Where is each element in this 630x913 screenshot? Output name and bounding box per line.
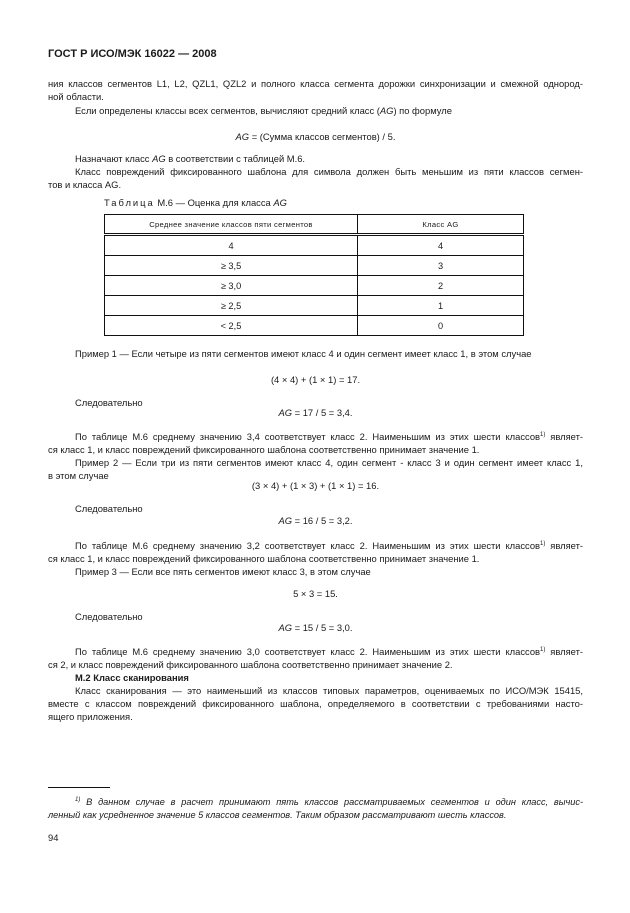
column-header: Среднее значение классов пяти сегментов: [105, 215, 358, 235]
text: являет-: [545, 540, 584, 551]
formula: (4 × 4) + (1 × 1) = 17.: [270, 374, 361, 385]
table-row: [105, 235, 524, 256]
table-row: [105, 276, 524, 296]
formula: [48, 515, 583, 527]
ag-symbol: AG: [273, 197, 287, 208]
formula: [48, 131, 583, 143]
footnote-ref[interactable]: 1): [540, 647, 546, 653]
cell: 4: [358, 235, 524, 256]
paragraph-line: ся класс 1, и класс повреждений фиксированного шаблона соответственно принимает значение 1.: [48, 444, 480, 455]
text: = 15 / 5 = 3,0.: [292, 622, 353, 633]
paragraph-line: в этом случае: [48, 470, 109, 481]
paragraph-line: Класс повреждений фиксированного шаблона для символа должен быть меньшим из пяти классов сегмен-: [75, 166, 583, 177]
table-row: [105, 316, 524, 336]
paragraph-line: вместе с классом повреждений фиксированного шаблона, определяемого в соответствии с требованиями насто-: [48, 698, 583, 709]
cell: ≥ 3,0: [105, 276, 358, 296]
text: В данном случае в расчет принимают пять классов рассматриваемых сегментов и один класс, вычис-: [80, 797, 583, 807]
formula: [48, 622, 583, 634]
cell: 3: [358, 256, 524, 276]
caption-text: М.6 — Оценка для класса: [154, 197, 274, 208]
text: = (Сумма классов сегментов) / 5.: [249, 131, 396, 142]
formula: (3 × 4) + (1 × 3) + (1 × 1) = 16.: [251, 480, 380, 491]
paragraph-line: тов и класса AG.: [48, 179, 122, 190]
cell: ≥ 2,5: [105, 296, 358, 316]
therefore: Следовательно: [75, 503, 143, 514]
text: являет-: [545, 431, 584, 442]
paragraph-line: [75, 153, 305, 165]
text: Назначают класс: [75, 153, 153, 164]
ag-symbol: AG: [278, 515, 293, 526]
paragraph-line: [75, 540, 583, 552]
ag-class-table: [104, 214, 524, 336]
footnote-line: ленный как усредненное значение 5 классов сегментов. Таким образом рассматривают шесть классов.: [48, 810, 507, 820]
text: = 16 / 5 = 3,2.: [292, 515, 353, 526]
table-row: [105, 296, 524, 316]
text: По таблице М.6 среднему значению 3,2 соответствует класс 2. Наименьшим из этих шести классов: [75, 540, 541, 551]
document-header: ГОСТ Р ИСО/МЭК 16022 — 2008: [48, 48, 217, 60]
table-header-row: [105, 215, 524, 235]
table-caption: [104, 197, 287, 209]
ag-symbol: AG: [152, 153, 166, 164]
cell: 2: [358, 276, 524, 296]
ag-symbol: AG: [379, 105, 394, 116]
cell: < 2,5: [105, 316, 358, 336]
cell: 0: [358, 316, 524, 336]
text: По таблице М.6 среднему значению 3,0 соответствует класс 2. Наименьшим из этих шести классов: [75, 646, 541, 657]
cell: ≥ 3,5: [105, 256, 358, 276]
ag-symbol: AG: [278, 622, 293, 633]
example-1-intro: Пример 1 — Если четыре из пяти сегментов имеют класс 4 и один сегмент имеет класс 1, в этом случае: [75, 348, 532, 359]
paragraph-line: ния классов сегментов L1, L2, QZL1, QZL2 и полного класса сегмента дорожки синхронизации и смежной однород-: [48, 78, 583, 89]
footnote-ref[interactable]: 1): [540, 432, 546, 438]
text: являет-: [545, 646, 584, 657]
page-number: 94: [48, 832, 59, 843]
formula: 5 × 3 = 15.: [293, 588, 338, 599]
example-3-intro: Пример 3 — Если все пять сегментов имеют класс 3, в этом случае: [75, 566, 371, 577]
column-header: Класс AG: [358, 215, 524, 235]
therefore: Следовательно: [75, 611, 143, 622]
ag-symbol: AG: [235, 131, 250, 142]
footnote-line: [75, 796, 583, 808]
paragraph-line: ся 2, и класс повреждений фиксированного шаблона соответственно принимает значение 2.: [48, 659, 453, 670]
cell: 4: [105, 235, 358, 256]
text: = 17 / 5 = 3,4.: [292, 407, 353, 418]
footnote-marker: 1): [75, 797, 81, 803]
paragraph-line: ся класс 1, и класс повреждений фиксированного шаблона соответственно принимает значение 1.: [48, 553, 480, 564]
footnote-ref[interactable]: 1): [540, 541, 546, 547]
paragraph-line: ящего приложения.: [48, 711, 133, 722]
paragraph-line: [75, 646, 583, 658]
section-heading: М.2 Класс сканирования: [75, 672, 189, 683]
therefore: Следовательно: [75, 397, 143, 408]
text: ) по формуле: [393, 105, 452, 116]
text: По таблице М.6 среднему значению 3,4 соответствует класс 2. Наименьшим из этих шести классов: [75, 431, 541, 442]
example-2-intro: Пример 2 — Если три из пяти сегментов имеют класс 4, один сегмент - класс 3 и один сегмент имеет класс 1,: [75, 457, 583, 468]
paragraph-line: [75, 431, 583, 443]
text: в соответствии с таблицей М.6.: [165, 153, 306, 164]
ag-symbol: AG: [278, 407, 293, 418]
paragraph-line: [75, 105, 452, 117]
caption-label: Таблица: [104, 197, 155, 208]
text: Если определены классы всех сегментов, вычисляют средний класс (: [75, 105, 380, 116]
formula: [48, 407, 583, 419]
paragraph-line: Класс сканирования — это наименьший из классов типовых параметров, оцениваемых по ИСО/МЭК 15415,: [75, 685, 583, 696]
table-row: [105, 256, 524, 276]
footnote-divider: [48, 787, 110, 788]
paragraph-line: ной области.: [48, 91, 104, 102]
cell: 1: [358, 296, 524, 316]
